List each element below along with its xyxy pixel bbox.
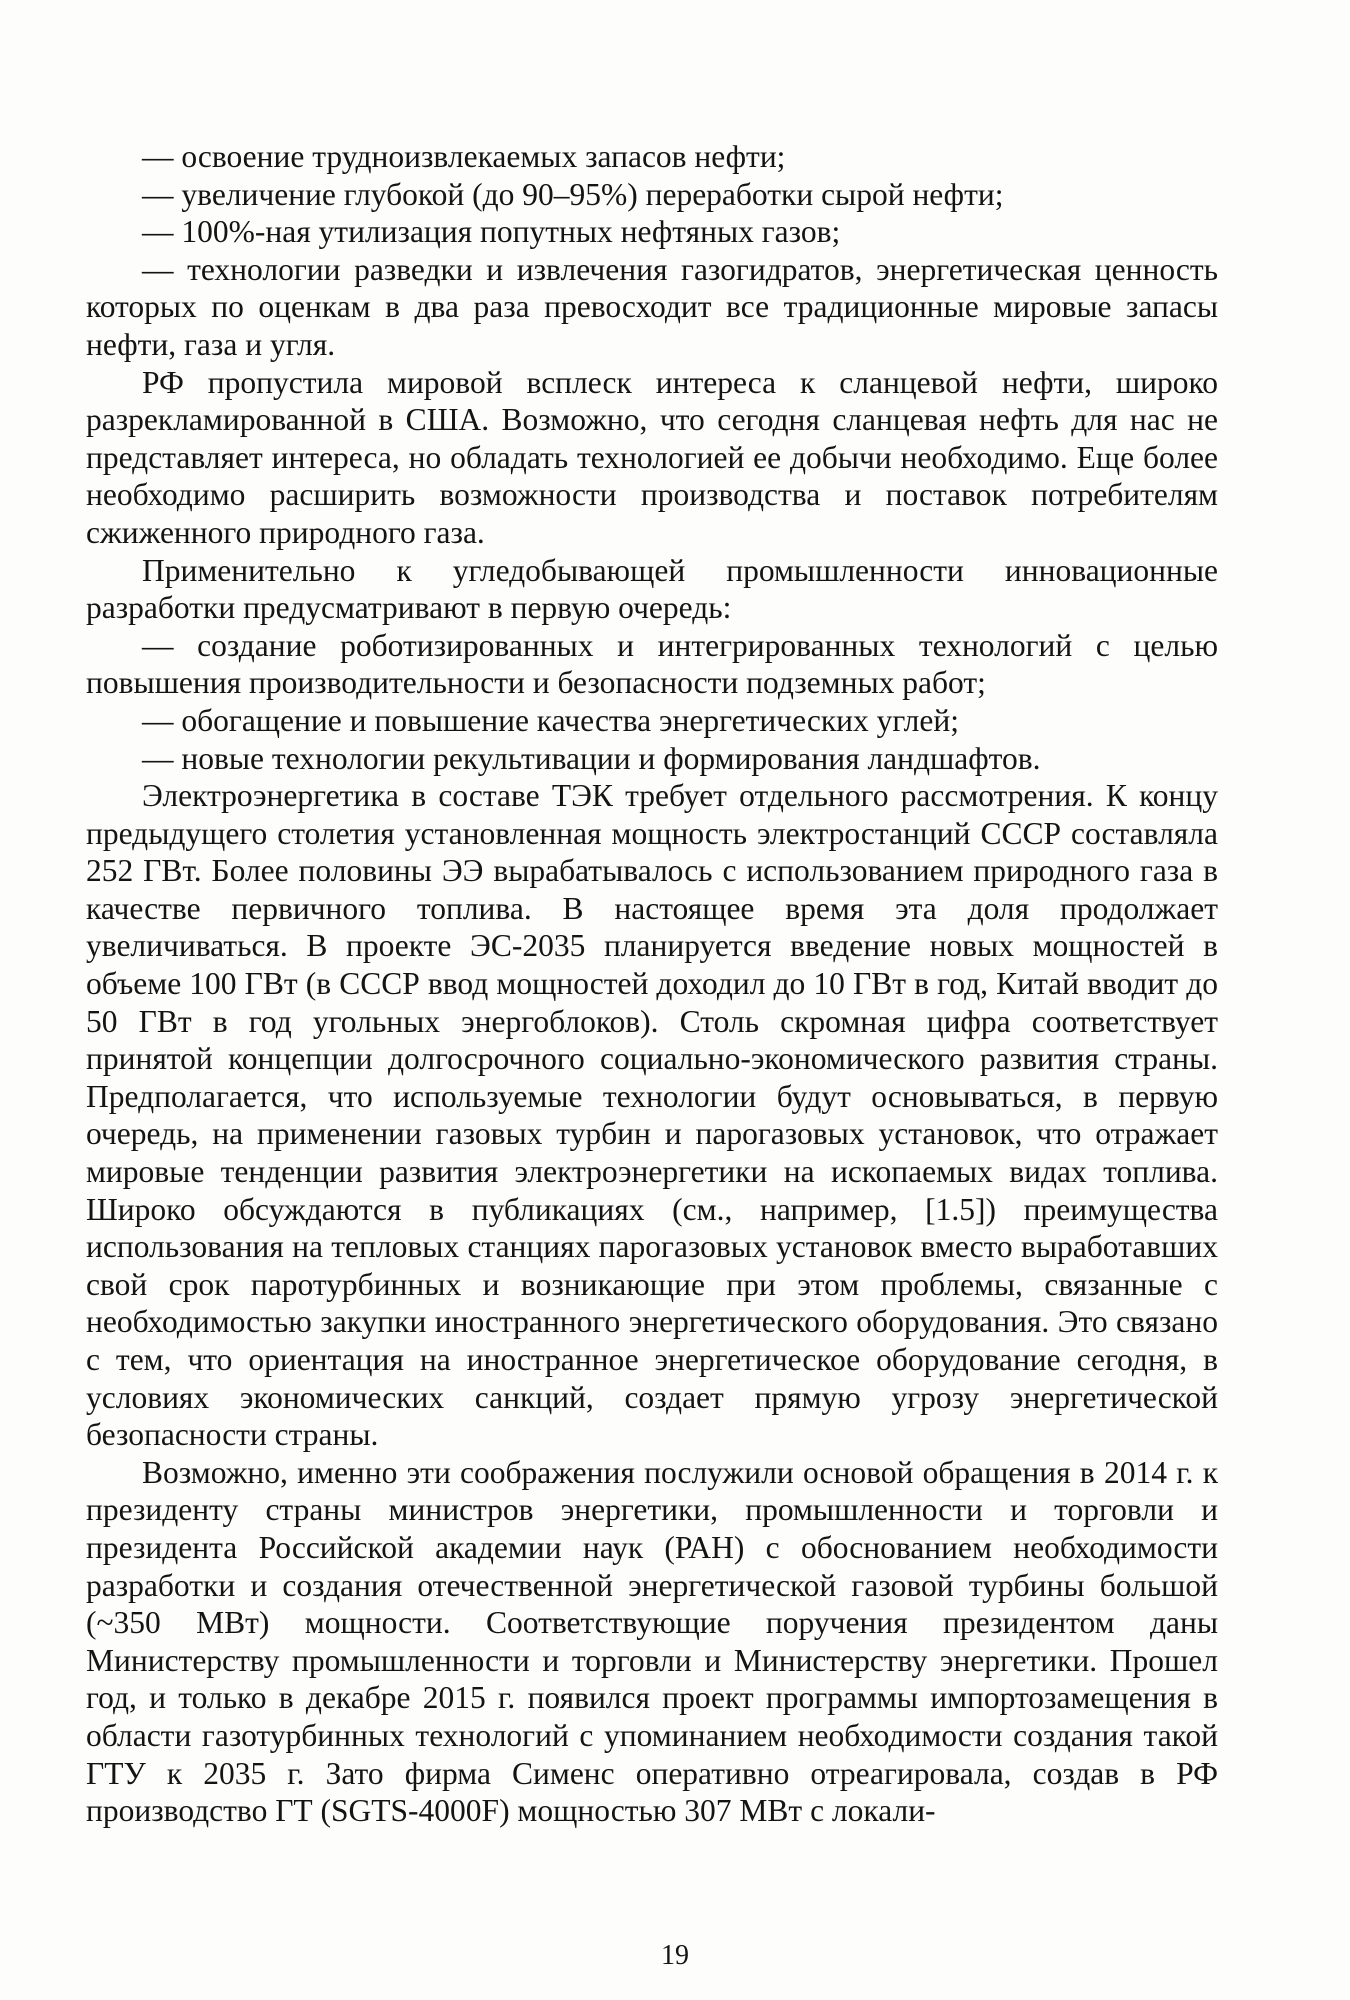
paragraph: Применительно к угледобывающей промышленности инновационные разработки предусматривают в первую очередь: [86, 552, 1218, 626]
paragraph: Возможно, именно эти соображения послужили основой обращения в 2014 г. к президенту страны министров энергетики, промышленности и торговли и президента Российской академии наук (РАН) с обоснованием необходимости разработки и создания отечественной энергетической газовой турбины большой (~350 МВт) мощности. Соответствующие поручения президентом даны Министерству промышленности и торговли и Министерству энергетики. Прошел год, и только в декабре 2015 г. появился проект программы импортозамещения в области газотурбинных технологий с упоминанием необходимости создания такой ГТУ к 2035 г. Зато фирма Сименс оперативно отреагировала, создав в РФ производство ГТ (SGTS-4000F) мощностью 307 МВт с локали- [86, 1454, 1218, 1829]
body-text [86, 138, 1218, 1830]
list-item: — новые технологии рекультивации и формирования ландшафтов. [142, 740, 1041, 776]
paragraph: РФ пропустила мировой всплеск интереса к сланцевой нефти, широко разрекламированной в США. Возможно, что сегодня сланцевая нефть для нас не представляет интереса, но обладать технологией ее добычи необходимо. Еще более необходимо расширить возможности производства и поставок потребителям сжиженного природного газа. [86, 364, 1218, 550]
list-item: — освоение трудноизвлекаемых запасов нефти; [142, 139, 786, 174]
paragraph: Электроэнергетика в составе ТЭК требует отдельного рассмотрения. К концу предыдущего столетия установленная мощность электростанций СССР составляла 252 ГВт. Более половины ЭЭ вырабатывалось с использованием природного газа в качестве первичного топлива. В настоящее время эта доля продолжает увеличиваться. В проекте ЭС-2035 планируется введение новых мощностей в объеме 100 ГВт (в СССР ввод мощностей доходил до 10 ГВт в год, Китай вводит до 50 ГВт в год угольных энергоблоков). Столь скромная цифра соответствует принятой концепции долгосрочного социально-экономического развития страны. Предполагается, что используемые технологии будут основываться, в первую очередь, на применении газовых турбин и парогазовых установок, что отражает мировые тенденции развития электроэнергетики на ископаемых видах топлива. Широко обсуждаются в публикациях (см., например, [1.5]) преимущества использования на тепловых станциях парогазовых установок вместо выработавших свой срок паротурбинных и возникающие при этом проблемы, связанные с необходимостью закупки иностранного энергетического оборудования. Это связано с тем, что ориентация на иностранное энергетическое оборудование сегодня, в условиях экономических санкций, создает прямую угрозу энергетической безопасности страны. [86, 778, 1218, 1453]
list-item: — увеличение глубокой (до 90–95%) переработки сырой нефти; [142, 176, 1004, 212]
list-item: — технологии разведки и извлечения газогидратов, энергетическая ценность которых по оценкам в два раза превосходит все традиционные мировые запасы нефти, газа и угля. [86, 251, 1218, 362]
page-number: 19 [661, 1940, 689, 1971]
list-item: — 100%-ная утилизация попутных нефтяных газов; [142, 214, 841, 250]
list-item: — обогащение и повышение качества энергетических углей; [142, 702, 959, 738]
list-item: — создание роботизированных и интегрированных технологий с целью повышения производительности и безопасности подземных работ; [86, 627, 1218, 701]
